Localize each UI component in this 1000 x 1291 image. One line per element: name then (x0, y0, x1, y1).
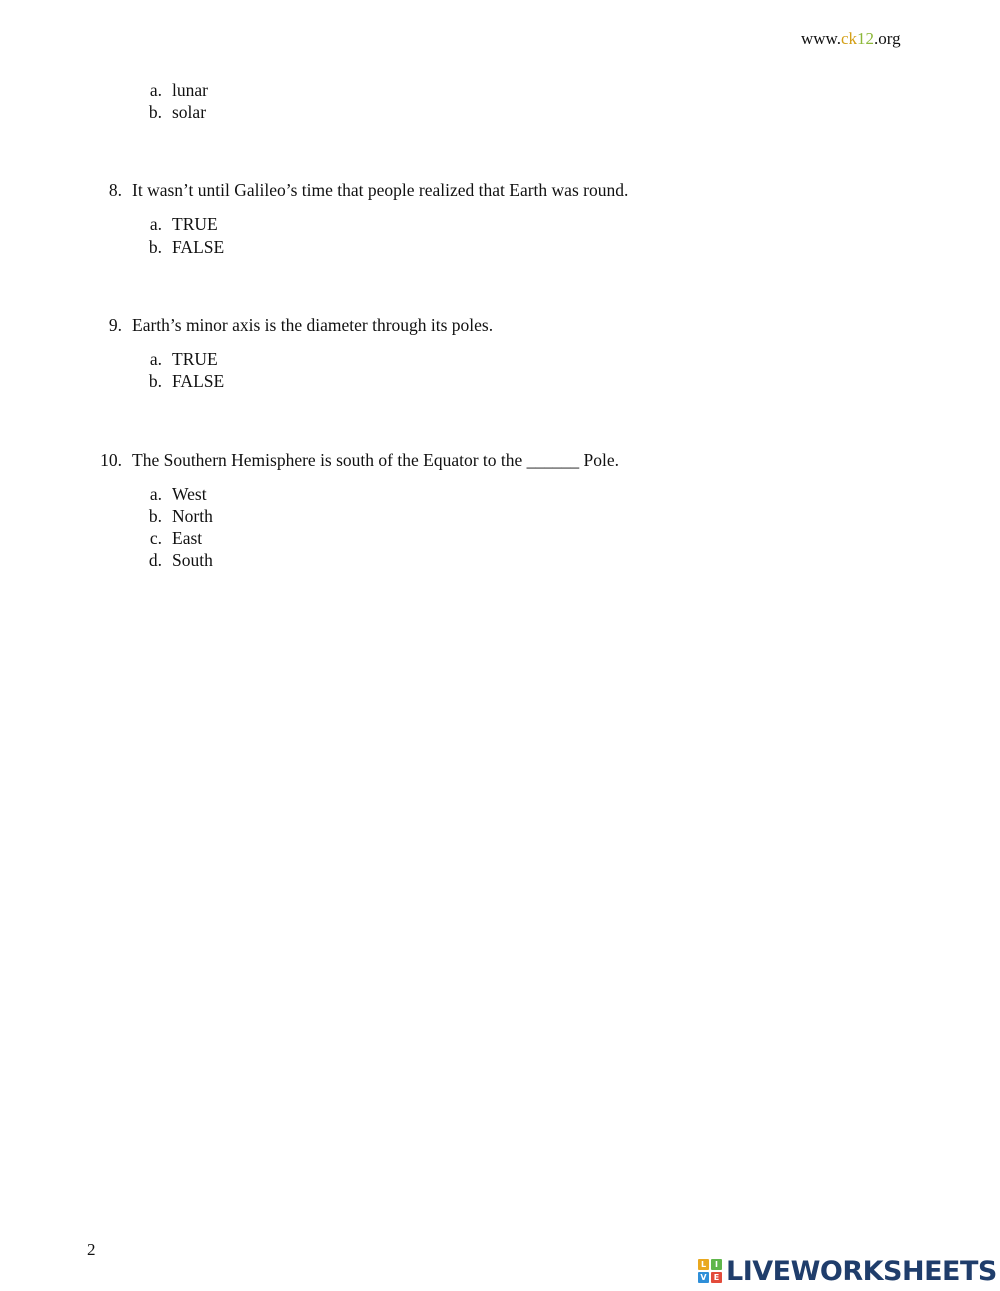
option-letter: b. (148, 506, 162, 526)
live-blocks-icon (698, 1259, 722, 1283)
option-text: solar (172, 102, 207, 122)
logo-block-i: I (711, 1259, 722, 1270)
liveworksheets-logo[interactable] (698, 1256, 997, 1286)
logo-block-v: V (698, 1272, 709, 1283)
option-text: South (172, 550, 213, 570)
question-text: It wasn’t until Galileo’s time that people realized that Earth was round. (132, 180, 629, 200)
header-url (801, 28, 901, 50)
url-prefix: www. (801, 29, 841, 48)
option-text: West (172, 484, 207, 504)
option-letter: a. (149, 484, 162, 504)
url-num: 12 (857, 29, 875, 48)
option-text: FALSE (172, 371, 225, 391)
question-text: Earth’s minor axis is the diameter through its poles. (132, 315, 494, 335)
option-letter: b. (148, 237, 162, 257)
option-letter: c. (149, 528, 162, 548)
option-text: TRUE (172, 349, 218, 369)
option-text: TRUE (172, 214, 218, 234)
option-text: lunar (172, 80, 208, 100)
logo-block-l: L (698, 1259, 709, 1270)
option-letter: b. (148, 102, 162, 122)
option-text: East (172, 528, 203, 548)
option-letter: a. (149, 349, 162, 369)
question-number: 9. (108, 315, 122, 335)
option-letter: a. (149, 80, 162, 100)
logo-block-e: E (711, 1272, 722, 1283)
question-number: 8. (108, 180, 122, 200)
page-number: 2 (87, 1240, 96, 1259)
option-letter: a. (149, 214, 162, 234)
question-number: 10. (100, 450, 122, 470)
logo-text: LIVEWORKSHEETS (726, 1255, 997, 1287)
url-ck: ck (840, 29, 858, 48)
option-letter: b. (148, 371, 162, 391)
option-letter: d. (148, 550, 162, 570)
option-text: FALSE (172, 237, 225, 257)
question-text: The Southern Hemisphere is south of the Equator to the ______ Pole. (132, 450, 620, 470)
url-suffix: .org (874, 29, 901, 48)
option-text: North (172, 506, 213, 526)
